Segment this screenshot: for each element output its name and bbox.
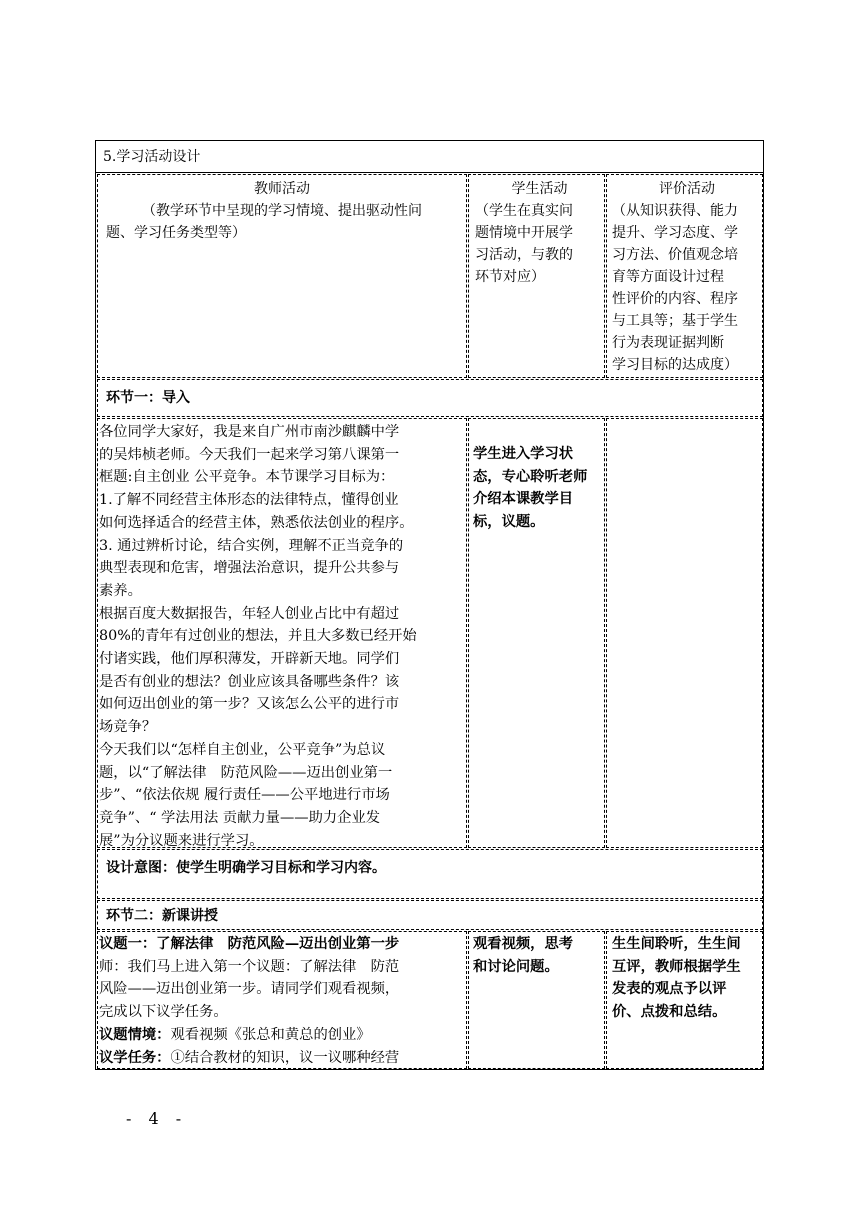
situation-text: 观看视频《张总和黄总的创业》 bbox=[170, 1026, 371, 1043]
student-header-desc-2: 题情境中开展学 bbox=[475, 225, 573, 241]
evaluation-header-desc-8: 学习目标的达成度） bbox=[612, 357, 738, 373]
evaluation-header-desc-6: 与工具等；基于学生 bbox=[612, 313, 738, 329]
student-header-title: 学生活动 bbox=[511, 181, 568, 197]
evaluation-header-desc-1: （从知识获得、能力 bbox=[612, 203, 738, 219]
stage1-student-line: 介绍本课教学目 bbox=[473, 491, 574, 508]
stage2-teacher-cell bbox=[97, 931, 467, 1069]
stage2-evaluation-line: 生生间聆听，生生间 bbox=[612, 936, 741, 952]
teacher-header-desc-1: （教学环节中呈现的学习情境、提出驱动性问 bbox=[142, 203, 422, 219]
stage2-evaluation-line: 互评，教师根据学生 bbox=[612, 958, 741, 975]
teacher-header-desc-2: 题、学习任务类型等） bbox=[106, 225, 246, 241]
stage1-teacher-line: 80%的青年有过创业的想法，并且大多数已经开始 bbox=[99, 628, 417, 645]
evaluation-header-desc-2: 提升、学习态度、学 bbox=[612, 225, 738, 241]
stage1-teacher-line: 付诸实践，他们厚积薄发，开辟新天地。同学们 bbox=[99, 651, 400, 668]
stage2-teacher-line: 风险——迈出创业第一步。请同学们观看视频， bbox=[99, 981, 400, 998]
stage1-teacher-line: 展”为分议题来进行学习。 bbox=[99, 832, 264, 849]
stage2-teacher-line: 师：我们马上进入第一个议题：了解法律 防范 bbox=[99, 958, 400, 975]
stage1-teacher-line: 如何选择适合的经营主体，熟悉依法创业的程序。 bbox=[99, 514, 414, 531]
page-number: - 4 - bbox=[126, 1109, 188, 1128]
evaluation-header-desc-7: 行为表现证据判断 bbox=[612, 335, 724, 351]
stage1-teacher-line: 3. 通过辨析讨论，结合实例，理解不正当竞争的 bbox=[99, 537, 404, 554]
student-header-desc-1: （学生在真实问 bbox=[475, 203, 573, 219]
stage1-teacher-line: 框题:自主创业 公平竞争。本节课学习目标为： bbox=[99, 469, 395, 486]
teacher-header bbox=[97, 174, 467, 378]
stage1-student-line: 态，专心聆听老师 bbox=[473, 468, 588, 485]
stage2-label-row bbox=[97, 900, 763, 930]
evaluation-header-desc-3: 习方法、价值观念培 bbox=[612, 247, 738, 263]
design-intent-row bbox=[97, 849, 763, 899]
task-label: 议学任务： bbox=[99, 1049, 171, 1066]
stage2-evaluation-line: 发表的观点予以评 bbox=[612, 981, 727, 998]
stage1-label: 环节一：导入 bbox=[106, 390, 190, 406]
stage1-teacher-line: 今天我们以“怎样自主创业，公平竞争”为总议 bbox=[99, 741, 386, 758]
stage1-teacher-line: 场竞争？ bbox=[99, 719, 157, 736]
stage1-student-line: 标，议题。 bbox=[473, 514, 545, 531]
student-header-desc-3: 习活动，与教的 bbox=[475, 247, 573, 263]
stage1-teacher-line: 如何迈出创业的第一步？又该怎么公平的进行市 bbox=[99, 696, 400, 713]
evaluation-header-desc-4: 育等方面设计过程 bbox=[612, 269, 724, 285]
stage1-teacher-line: 根据百度大数据报告，年轻人创业占比中有超过 bbox=[99, 605, 400, 622]
student-header bbox=[468, 174, 605, 378]
stage1-evaluation-cell bbox=[606, 418, 763, 848]
stage1-teacher-line: 1.了解不同经营主体形态的法律特点，懂得创业 bbox=[99, 492, 399, 509]
stage1-teacher-line: 题，以“了解法律 防范风险——迈出创业第一 bbox=[99, 764, 393, 781]
task-text: ①结合教材的知识，议一议哪种经营 bbox=[170, 1049, 400, 1066]
student-header-desc-4: 环节对应） bbox=[475, 269, 545, 285]
stage1-student-line: 学生进入学习状 bbox=[473, 446, 574, 462]
stage1-teacher-cell bbox=[97, 418, 467, 848]
evaluation-header-title: 评价活动 bbox=[659, 181, 715, 197]
stage2-student-line: 和讨论问题。 bbox=[473, 958, 559, 975]
stage1-teacher-line: 典型表现和危害，增强法治意识，提升公共参与 bbox=[99, 560, 400, 577]
stage1-teacher-line: 竞争”、“ 学法用法 贡献力量——助力企业发 bbox=[99, 809, 381, 826]
stage2-evaluation-cell bbox=[606, 931, 763, 1069]
activity-design-table bbox=[95, 140, 764, 1070]
design-intent: 设计意图：使学生明确学习目标和学习内容。 bbox=[106, 860, 386, 876]
stage1-teacher-line: 的吴炜桢老师。今天我们一起来学习第八课第一 bbox=[99, 446, 400, 463]
stage2-student-cell bbox=[468, 931, 605, 1069]
stage1-teacher-line: 步”、“依法依规 履行责任——公平地进行市场 bbox=[99, 787, 390, 804]
section-title-row bbox=[96, 141, 763, 173]
stage2-evaluation-line: 价、点拨和总结。 bbox=[612, 1004, 727, 1021]
topic1-title: 议题一：了解法律 防范风险—迈出创业第一步 bbox=[99, 936, 400, 952]
stage2-student-line: 观看视频，思考 bbox=[473, 936, 574, 952]
stage2-label: 环节二：新课讲授 bbox=[106, 908, 218, 924]
learning-task bbox=[99, 1047, 466, 1070]
stage1-teacher-line: 素养。 bbox=[99, 582, 142, 599]
section-title: 5.学习活动设计 bbox=[103, 149, 201, 165]
situation-label: 议题情境： bbox=[99, 1026, 171, 1043]
stage1-student-cell bbox=[468, 418, 605, 848]
teacher-header-title: 教师活动 bbox=[254, 181, 310, 197]
topic-situation bbox=[99, 1024, 466, 1047]
stage1-teacher-line: 是否有创业的想法？创业应该具备哪些条件？该 bbox=[99, 673, 400, 690]
evaluation-header bbox=[606, 174, 763, 378]
stage1-label-row bbox=[97, 379, 763, 417]
stage1-teacher-line: 各位同学大家好，我是来自广州市南沙麒麟中学 bbox=[99, 424, 400, 440]
stage2-teacher-line: 完成以下议学任务。 bbox=[99, 1004, 228, 1021]
evaluation-header-desc-5: 性评价的内容、程序 bbox=[612, 291, 738, 307]
